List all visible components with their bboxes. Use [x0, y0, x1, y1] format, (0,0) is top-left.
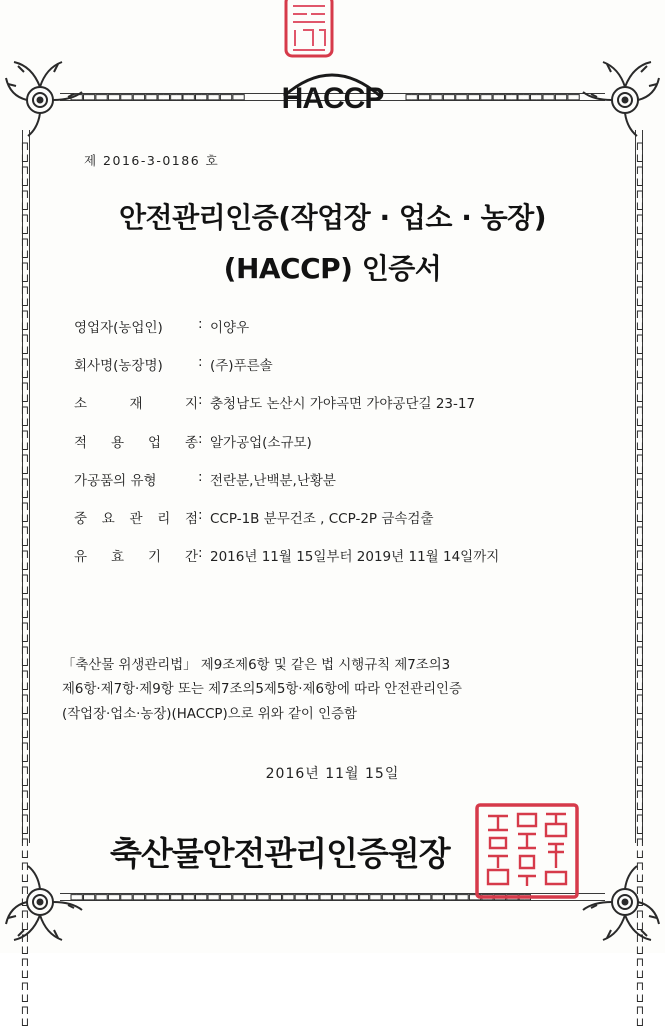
statement-line: (작업장·업소·농장)(HACCP)으로 위와 같이 인증함 [62, 706, 357, 722]
field-value: 전란분,난백분,난황분 [210, 472, 336, 489]
field-value: CCP-1B 분무건조 , CCP-2P 금속검출 [210, 510, 434, 527]
fret-pattern-top-right: ⊏⊐⊏⊐⊏⊐⊏⊐⊏⊐⊏⊐⊏⊐⊏⊐⊏⊐⊏⊐⊏⊐⊏⊐⊏⊐⊏⊐ [405, 90, 580, 104]
field-label: 적 용 업 종 [74, 434, 198, 451]
field-colon: : [198, 430, 203, 447]
field-label: 중 요 관 리 점 [74, 510, 198, 527]
fret-pattern-top-left: ⊏⊐⊏⊐⊏⊐⊏⊐⊏⊐⊏⊐⊏⊐⊏⊐⊏⊐⊏⊐⊏⊐⊏⊐⊏⊐⊏⊐ [70, 90, 245, 104]
field-label: 가공품의 유형 [74, 472, 157, 489]
logo-text: HACCP [281, 82, 384, 115]
field-label: 소 재 지 [74, 396, 198, 413]
field-colon: : [198, 506, 203, 523]
corner-ornament-top-left [2, 56, 86, 140]
corner-ornament-bottom-left [2, 862, 86, 946]
issuer-name: 축산물안전관리인증원장 [110, 834, 450, 873]
registration-seal-top [283, 0, 335, 60]
field-colon: : [198, 392, 203, 409]
field-label: 회사명(농장명) [74, 358, 163, 375]
field-value: 이양우 [210, 320, 250, 336]
official-seal [474, 802, 580, 900]
fret-pattern-right: ⊓⊔⊓⊔⊓⊔⊓⊔⊓⊔⊓⊔⊓⊔⊓⊔⊓⊔⊓⊔⊓⊔⊓⊔⊓⊔⊓⊔⊓⊔⊓⊔⊓⊔⊓⊔⊓⊔⊓⊔⊓⊔⊓⊔⊓⊔⊓⊔⊓⊔⊓⊔⊓⊔⊓⊔⊓⊔⊓⊔⊓⊔⊓⊔⊓⊔⊓⊔⊓⊔⊓⊔⊓⊔ [636, 139, 644, 1029]
corner-ornament-top-right [579, 56, 663, 140]
field-value: 충청남도 논산시 가야곡면 가야공단길 23-17 [210, 396, 476, 413]
field-value: 2016년 11월 15일부터 2019년 11월 14일까지 [210, 549, 500, 566]
fret-pattern-left: ⊓⊔⊓⊔⊓⊔⊓⊔⊓⊔⊓⊔⊓⊔⊓⊔⊓⊔⊓⊔⊓⊔⊓⊔⊓⊔⊓⊔⊓⊔⊓⊔⊓⊔⊓⊔⊓⊔⊓⊔⊓⊔⊓⊔⊓⊔⊓⊔⊓⊔⊓⊔⊓⊔⊓⊔⊓⊔⊓⊔⊓⊔⊓⊔⊓⊔⊓⊔⊓⊔⊓⊔⊓⊔ [21, 139, 29, 1029]
field-value: 알가공업(소규모) [210, 434, 312, 451]
field-label: 영업자(농업인) [74, 320, 163, 336]
statement-line: 제6항·제7항·제9항 또는 제7조의5제5항·제6항에 따라 안전관리인증 [62, 682, 462, 698]
corner-ornament-bottom-right [579, 862, 663, 946]
field-colon: : [198, 468, 203, 485]
certificate-title-line2: (HACCP) 인증서 [223, 252, 442, 285]
haccp-logo [270, 60, 395, 130]
certification-statement [62, 654, 622, 727]
field-colon: : [198, 354, 203, 371]
certificate-title-line1: 안전관리인증(작업장 · 업소 · 농장) [119, 201, 546, 234]
field-colon: : [198, 316, 203, 332]
field-value: (주)푸른솔 [210, 358, 273, 375]
issue-date: 2016년 11월 15일 [265, 766, 400, 782]
field-colon: : [198, 545, 203, 562]
fret-pattern-bottom: ⊏⊐⊏⊐⊏⊐⊏⊐⊏⊐⊏⊐⊏⊐⊏⊐⊏⊐⊏⊐⊏⊐⊏⊐⊏⊐⊏⊐⊏⊐⊏⊐⊏⊐⊏⊐⊏⊐⊏⊐⊏⊐⊏⊐⊏⊐⊏⊐⊏⊐⊏⊐⊏⊐⊏⊐⊏⊐⊏⊐⊏⊐⊏⊐⊏⊐⊏⊐⊏⊐⊏⊐⊏⊐ [70, 890, 531, 904]
certificate-number: 제 2016-3-0186 호 [84, 153, 220, 168]
field-label: 유 효 기 간 [74, 549, 198, 566]
statement-line: 「축산물 위생관리법」 제9조제6항 및 같은 법 시행규칙 제7조의3 [62, 658, 451, 673]
